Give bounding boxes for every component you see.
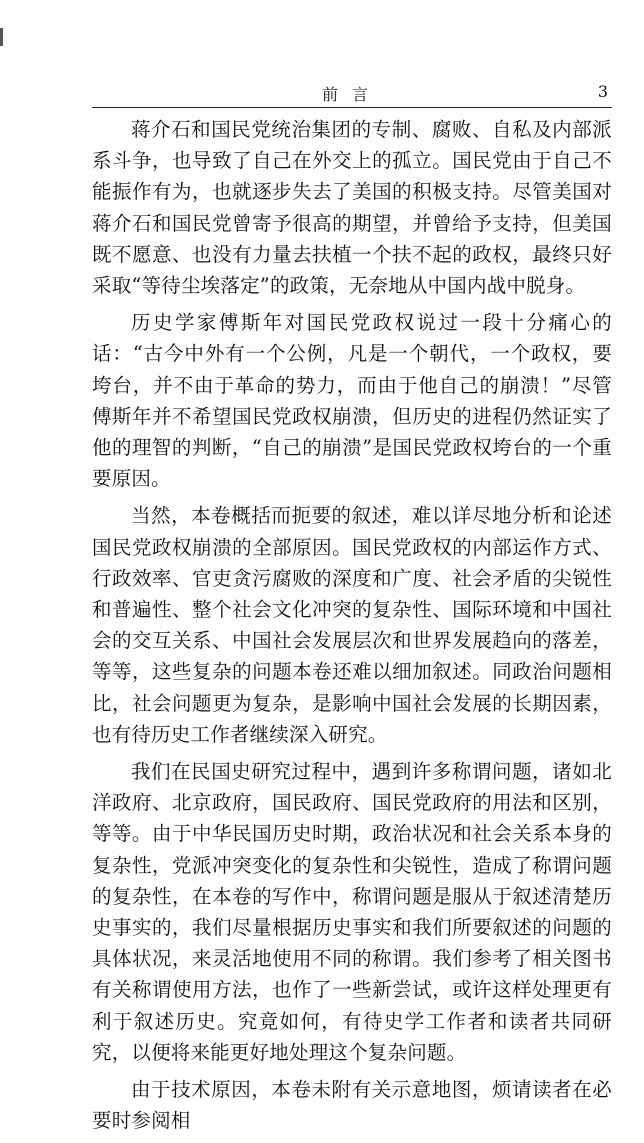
page-edge-mark: [0, 28, 3, 46]
paragraph-1: 蒋介石和国民党统治集团的专制、腐败、自私及内部派系斗争，也导致了自己在外交上的孤立。国民党由于自己不能振作有为，也就逐步失去了美国的积极支持。尽管美国对蒋介石和国民党曾寄予很高的期望，并曾给予支持，但美国既不愿意、也没有力量去扶植一个扶不起的政权，最终只好采取“等待尘埃落定”的政策，无奈地从中国内战中脱身。: [92, 118, 612, 298]
body-text: [92, 114, 612, 1143]
page-number: 3: [597, 82, 608, 101]
paragraph-4: 我们在民国史研究过程中，遇到许多称谓问题，诸如北洋政府、北京政府，国民政府、国民党政府的用法和区别，等等。由于中华民国历史时期，政治状况和社会关系本身的复杂性，党派冲突变化的复杂性和尖锐性，造成了称谓问题的复杂性，在本卷的写作中，称谓问题是服从于叙述清楚历史事实的，我们尽量根据历史事实和我们所要叙述的问题的具体状况，来灵活地使用不同的称谓。我们参考了相关图书有关称谓使用方法，也作了一些新尝试，或许这样处理更有利于叙述历史。究竟如何，有待史学工作者和读者共同研究，以便将来能更好地处理这个复杂问题。: [92, 760, 612, 1064]
header-rule: [92, 107, 612, 108]
paragraph-3: 当然，本卷概括而扼要的叙述，难以详尽地分析和论述国民党政权崩溃的全部原因。国民党政权的内部运作方式、行政效率、官吏贪污腐败的深度和广度、社会矛盾的尖锐性和普遍性、整个社会文化冲突的复杂性、国际环境和中国社会的交互关系、中国社会发展层次和世界发展趋向的落差，等等，这些复杂的问题本卷还难以细加叙述。同政治问题相比，社会问题更为复杂，是影响中国社会发展的长期因素，也有待历史工作者继续深入研究。: [92, 504, 612, 746]
running-title: 前言: [321, 85, 382, 104]
page-header: [92, 78, 612, 106]
paragraph-2: 历史学家傅斯年对国民党政权说过一段十分痛心的话：“古今中外有一个公例，凡是一个朝代，一个政权，要垮台，并不由于革命的势力，而由于他自己的崩溃！”尽管傅斯年并不希望国民党政权崩溃，但历史的进程仍然证实了他的理智的判断，“自己的崩溃”是国民党政权垮台的一个重要原因。: [92, 311, 612, 491]
paragraph-5: 由于技术原因，本卷未附有关示意地图，烦请读者在必要时参阅相: [92, 1078, 612, 1133]
